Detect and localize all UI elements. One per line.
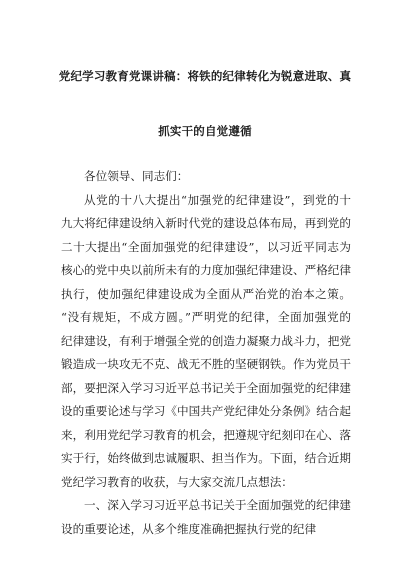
paragraph-line: “没有规矩，不成方圆。”严明党的纪律，全面加强党的 xyxy=(61,310,351,324)
document-title-line-2: 抓实干的自觉遵循 xyxy=(158,124,252,138)
paragraph-line: 部，要把深入学习习近平总书记关于全面加强党的纪律建 xyxy=(61,380,351,395)
paragraph-line: 九大将纪律建设纳入新时代党的建设总体布局，再到党的 xyxy=(61,216,351,230)
document-title-line-1: 党纪学习教育党课讲稿：将铁的纪律转化为锐意进取、真 xyxy=(58,69,352,83)
paragraph-line: 来，利用党纪学习教育的机会，把遵规守纪刻印在心、落 xyxy=(61,427,351,442)
paragraph-line: 锻造成一块攻无不克、战无不胜的坚硬钢铁。作为党员干 xyxy=(61,357,351,371)
paragraph-line: 党纪学习教育的收获，与大家交流几点想法： xyxy=(61,474,293,489)
paragraph-line: 二十大提出“全面加强党的纪律建设”，以习近平同志为 xyxy=(61,239,351,254)
section-heading-line: 一、深入学习习近平总书记关于全面加强党的纪律建 xyxy=(84,498,351,512)
document-body xyxy=(61,165,351,541)
paragraph-line: 纪律建设，有利于增强全党的创造力凝聚力战斗力，把党 xyxy=(61,333,351,348)
paragraph-line: 实于行，始终做到忠诚履职、担当作为。下面，结合近期 xyxy=(61,451,351,465)
paragraph-line: 设的重要论述与学习《中国共产党纪律处分条例》结合起 xyxy=(61,404,351,418)
paragraph-line: 执行，使加强纪律建设成为全面从严治党的治本之策。 xyxy=(61,286,351,301)
salutation: 各位领导、同志们： xyxy=(84,169,189,183)
paragraph-line: 从党的十八大提出“加强党的纪律建设”，到党的十 xyxy=(84,192,351,207)
paragraph-line: 核心的党中央以前所未有的力度加强纪律建设、严格纪律 xyxy=(61,263,351,277)
section-heading-line: 设的重要论述，从多个维度准确把握执行党的纪律 xyxy=(61,521,317,536)
